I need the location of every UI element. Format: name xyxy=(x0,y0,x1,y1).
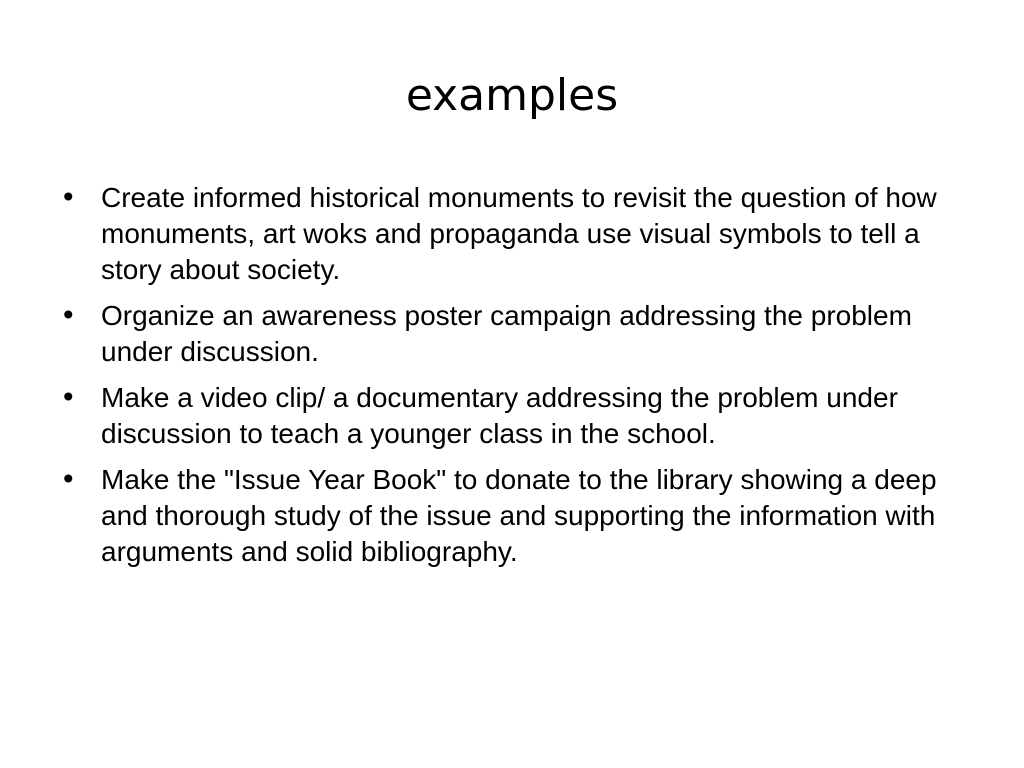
bullet-icon: • xyxy=(60,181,77,214)
slide-title: examples xyxy=(405,70,619,121)
bullet-item-3 xyxy=(60,380,980,452)
bullet-list xyxy=(60,180,980,580)
bullet-text: Make the "Issue Year Book" to donate to the library showing a deep and thorough study of the issue and supporting the information with arguments and solid bibliography. xyxy=(101,464,937,567)
bullet-icon: • xyxy=(60,463,77,496)
bullet-item-4 xyxy=(60,462,980,570)
bullet-text: Make a video clip/ a documentary addressing the problem under discussion to teach a younger class in the school. xyxy=(101,382,898,449)
bullet-icon: • xyxy=(60,299,77,332)
bullet-item-1 xyxy=(60,180,980,288)
bullet-icon: • xyxy=(60,381,77,414)
bullet-item-2 xyxy=(60,298,980,370)
bullet-text: Organize an awareness poster campaign addressing the problem under discussion. xyxy=(101,300,912,367)
bullet-text: Create informed historical monuments to revisit the question of how monuments, art woks and propaganda use visual symbols to tell a story about society. xyxy=(101,182,937,285)
